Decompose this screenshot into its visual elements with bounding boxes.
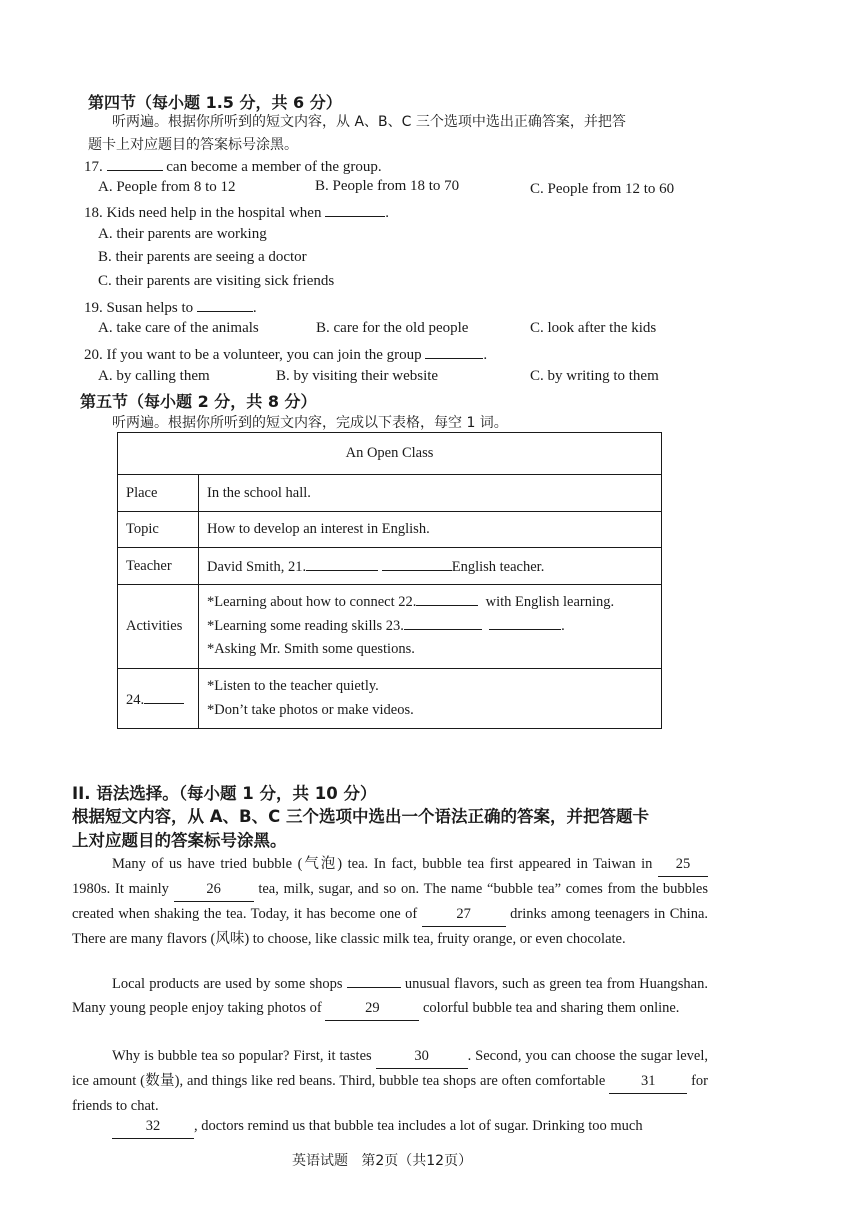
question-20-end: .: [483, 347, 488, 363]
table-label-place: Place: [118, 475, 199, 512]
grammar-instruction-line1: 根据短文内容，从 A、B、C 三个选项中选出一个语法正确的答案，并把答题卡: [72, 807, 649, 826]
question-20-option-b: B. by visiting their website: [276, 368, 439, 384]
question-19-blank: [197, 297, 253, 312]
p2-part-a: Local products are used by some shops: [112, 976, 343, 992]
question-17-number: 17.: [84, 159, 103, 175]
activity-2-text: *Learning some reading skills 23.: [207, 617, 404, 634]
question-19-option-c: C. look after the kids: [530, 320, 657, 336]
question-18-option-b: B. their parents are seeing a doctor: [98, 249, 307, 265]
label-24: 24.: [126, 691, 145, 708]
table-label-activities: Activities: [118, 585, 199, 669]
question-19: [84, 297, 257, 317]
p1-part-b: 1980s. It mainly: [72, 881, 169, 897]
table-value-activities: [199, 585, 662, 669]
passage-paragraph-1: [72, 852, 708, 951]
question-20-option-a: A. by calling them: [98, 368, 210, 384]
blank-29: 29: [325, 996, 419, 1021]
blank-27: 27: [422, 902, 506, 927]
open-class-table: [117, 432, 662, 729]
question-19-option-a: A. take care of the animals: [98, 320, 259, 336]
grammar-instruction-line2: 上对应题目的答案标号涂黑。: [72, 831, 287, 850]
passage-paragraph-3: [72, 1044, 708, 1118]
teacher-prefix: David Smith, 21.: [207, 559, 307, 575]
table-value-teacher: [199, 548, 662, 585]
blank-23b: [489, 615, 561, 630]
table-value-topic: How to develop an interest in English.: [199, 512, 662, 548]
question-18-stem: 18. Kids need help in the hospital when: [84, 205, 322, 221]
rule-1: *Listen to the teacher quietly.: [207, 678, 379, 694]
question-20: [84, 344, 487, 364]
question-20-blank: [425, 344, 483, 359]
rule-2: *Don’t take photos or make videos.: [207, 701, 414, 718]
activity-1-end: with English learning.: [485, 594, 615, 611]
table-value-place: In the school hall.: [199, 475, 662, 512]
p3-part-a: Why is bubble tea so popular? First, it tastes: [112, 1048, 372, 1064]
page-footer: 英语试题 第2页（共12页）: [292, 1153, 473, 1169]
blank-21b: [382, 556, 452, 571]
p1-part-c: tea, milk, sugar, and so on. The name “bubble tea” comes from the bubbles created when shaking the tea. Today, it has become one of: [72, 881, 708, 922]
table-label-24: [118, 669, 199, 729]
activity-2-end: .: [561, 617, 565, 634]
question-17-blank: [107, 156, 163, 171]
blank-32: 32: [112, 1114, 194, 1139]
question-20-option-c: C. by writing to them: [530, 368, 659, 384]
section4-instruction-line2: 题卡上对应题目的答案标号涂黑。: [88, 137, 298, 153]
p2-part-c: colorful bubble tea and sharing them online.: [422, 1000, 680, 1016]
table-label-topic: Topic: [118, 512, 199, 548]
question-18-blank: [325, 202, 385, 217]
question-17-option-b: B. People from 18 to 70: [315, 178, 460, 194]
question-17-stem: can become a member of the group.: [166, 159, 382, 175]
grammar-title: II. 语法选择。（每小题 1 分，共 10 分）: [72, 784, 377, 803]
p1-part-d: drinks among teenagers in China. There are many flavors (风味) to choose, like classic milk tea, fruity orange, or even chocolate.: [72, 906, 709, 947]
p3-part-b: . Second, you can choose the sugar level, ice amount (数量), and things like red beans. Third, bubble tea shops are often comfortable: [72, 1048, 709, 1089]
section4-instruction-line1: 听两遍。根据你所听到的短文内容，从 A、B、C 三个选项中选出正确答案，并把答: [112, 114, 626, 130]
blank-30: 30: [376, 1044, 468, 1069]
blank-26: 26: [174, 877, 254, 902]
table-label-teacher: Teacher: [118, 548, 199, 585]
passage-paragraph-2: [72, 972, 708, 1021]
passage-paragraph-4: [72, 1114, 708, 1139]
blank-31: 31: [609, 1069, 687, 1094]
question-18: [84, 202, 389, 222]
question-17-option-a: A. People from 8 to 12: [98, 179, 236, 195]
activity-1-text: *Learning about how to connect 22.: [207, 594, 417, 611]
activity-2: [207, 615, 653, 639]
p4-part-a: , doctors remind us that bubble tea includes a lot of sugar. Drinking too much: [194, 1118, 643, 1134]
section4-title: 第四节（每小题 1.5 分，共 6 分）: [88, 93, 342, 112]
p2-part-b: unusual flavors, such as green tea from Huangshan. Many young people enjoy taking photos of: [72, 976, 708, 1016]
question-20-stem: 20. If you want to be a volunteer, you can join the group: [84, 347, 422, 363]
blank-24: [144, 689, 184, 704]
activity-3: *Asking Mr. Smith some questions.: [207, 641, 415, 658]
table-header: An Open Class: [118, 433, 662, 475]
question-17-option-c: C. People from 12 to 60: [530, 181, 675, 197]
table-value-rules: [199, 669, 662, 729]
question-19-end: .: [252, 300, 257, 316]
p3-part-c: for friends to chat.: [72, 1073, 709, 1114]
blank-25: 25: [658, 852, 708, 877]
section5-title: 第五节（每小题 2 分，共 8 分）: [80, 392, 317, 411]
blank-23a: [404, 615, 482, 630]
question-18-end: .: [385, 205, 389, 221]
question-18-option-a: A. their parents are working: [98, 226, 267, 242]
question-18-option-c: C. their parents are visiting sick friends: [98, 273, 335, 289]
activity-1: [207, 591, 653, 615]
section5-instruction: 听两遍。根据你所听到的短文内容，完成以下表格，每空 1 词。: [112, 415, 508, 431]
blank-22: [416, 591, 478, 606]
question-19-stem: 19. Susan helps to: [84, 300, 194, 316]
p1-part-a: Many of us have tried bubble (气泡) tea. In fact, bubble tea first appeared in Taiwan in: [112, 856, 653, 872]
question-19-option-b: B. care for the old people: [316, 320, 469, 336]
blank-28: [347, 987, 401, 988]
teacher-suffix: English teacher.: [451, 559, 545, 575]
question-17: [84, 156, 382, 176]
blank-21a: [306, 556, 378, 571]
